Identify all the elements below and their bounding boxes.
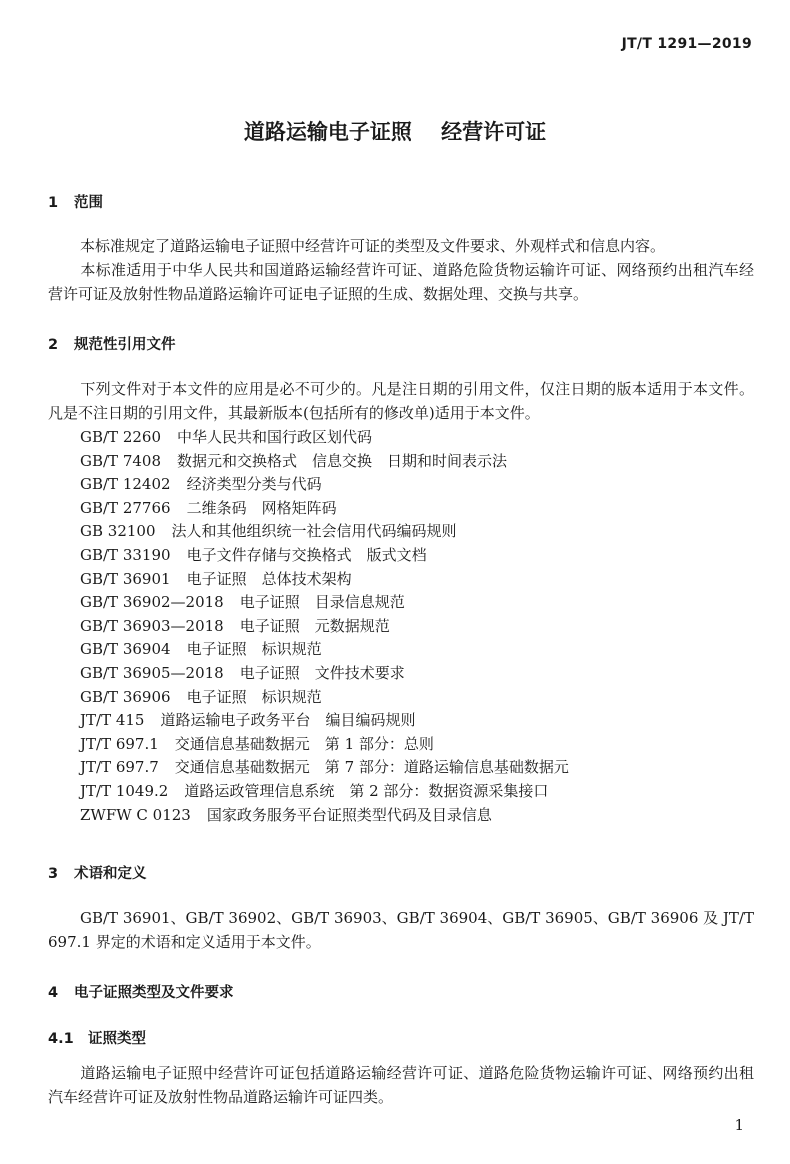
- section-4-number: 4: [48, 985, 59, 1001]
- section-2-intro-text: 下列文件对于本文件的应用是必不可少的。凡是注日期的引用文件，仅注日期的版本适用于本文件。凡是不注日期的引用文件，其最新版本(包括所有的修改单)适用于本文件。: [48, 380, 754, 422]
- reference-name: 经济类型分类与代码: [186, 475, 322, 494]
- reference-code: GB/T 36903—2018: [80, 616, 224, 635]
- document-title: 道路运输电子证照 经营许可证: [243, 120, 547, 144]
- reference-code: GB/T 2260: [80, 428, 162, 446]
- reference-item: [80, 497, 569, 521]
- reference-name: 国家政务服务平台证照类型代码及目录信息: [206, 805, 492, 824]
- reference-name: 电子证照 目录信息规范: [239, 593, 405, 612]
- reference-item: [80, 709, 569, 733]
- section-2-number: 2: [48, 337, 59, 353]
- reference-code: GB/T 36904: [80, 640, 171, 659]
- reference-item: [80, 544, 569, 568]
- reference-code: GB/T 36906: [80, 687, 171, 706]
- section-1-paragraph-2: [48, 258, 754, 306]
- reference-item: [80, 568, 569, 592]
- reference-item: [80, 638, 569, 662]
- section-4-1-heading: [48, 1027, 146, 1048]
- section-1-paragraph-1: [48, 234, 754, 258]
- reference-item: [80, 780, 569, 804]
- reference-code: JT/T 1049.2: [80, 781, 169, 800]
- section-4-1-title: 证照类型: [88, 1031, 146, 1047]
- reference-name: 交通信息基础数据元 第 1 部分：总则: [174, 734, 434, 753]
- reference-name: 道路运输电子政务平台 编目编码规则: [160, 711, 416, 730]
- section-3-paragraph: [48, 906, 754, 954]
- reference-code: ZWFW C 0123: [80, 805, 191, 824]
- page-number: 1: [734, 1116, 744, 1134]
- reference-code: GB/T 33190: [80, 545, 171, 564]
- section-4-heading: [48, 981, 234, 1002]
- standard-code: JT/T 1291—2019: [621, 36, 752, 52]
- reference-item: [80, 804, 569, 828]
- section-4-1-number: 4.1: [48, 1031, 74, 1047]
- section-3-paragraph-text: GB/T 36901、GB/T 36902、GB/T 36903、GB/T 36904、GB/T 36905、GB/T 36906 及 JT/T 697.1 界定的术语和定义适用于本文件。: [48, 909, 754, 951]
- reference-code: GB/T 7408: [80, 451, 162, 470]
- section-4-1-paragraph-text: 道路运输电子证照中经营许可证包括道路运输经营许可证、道路危险货物运输许可证、网络预约出租汽车经营许可证及放射性物品道路运输许可证四类。: [48, 1064, 754, 1106]
- reference-code: GB/T 12402: [80, 475, 171, 494]
- reference-name: 电子证照 标识规范: [186, 687, 322, 706]
- reference-name: 交通信息基础数据元 第 7 部分：道路运输信息基础数据元: [174, 758, 569, 777]
- section-3-number: 3: [48, 866, 59, 882]
- reference-name: 电子证照 文件技术要求: [239, 663, 405, 682]
- section-1-title: 范围: [74, 195, 103, 211]
- reference-code: GB/T 36902—2018: [80, 593, 224, 612]
- reference-code: JT/T 697.1: [80, 734, 159, 753]
- reference-name: 法人和其他组织统一社会信用代码编码规则: [171, 522, 457, 541]
- section-2-intro: [48, 377, 754, 425]
- reference-item: [80, 615, 569, 639]
- reference-item: [80, 473, 569, 497]
- reference-name: 电子证照 元数据规范: [239, 616, 390, 635]
- reference-code: JT/T 415: [80, 711, 145, 730]
- section-3-heading: [48, 862, 147, 883]
- reference-item: [80, 450, 569, 474]
- reference-code: GB 32100: [80, 522, 156, 541]
- reference-name: 电子证照 标识规范: [186, 640, 322, 659]
- section-4-1-paragraph: [48, 1061, 754, 1109]
- reference-item: [80, 591, 569, 615]
- reference-item: [80, 686, 569, 710]
- reference-name: 数据元和交换格式 信息交换 日期和时间表示法: [177, 451, 508, 470]
- section-2-title: 规范性引用文件: [74, 337, 176, 353]
- reference-code: JT/T 697.7: [80, 758, 159, 777]
- reference-item: [80, 426, 569, 450]
- reference-name: 二维条码 网格矩阵码: [186, 498, 337, 517]
- reference-name: 道路运政管理信息系统 第 2 部分：数据资源采集接口: [184, 781, 549, 800]
- reference-name: 电子证照 总体技术架构: [186, 569, 352, 588]
- section-1-paragraph-1-text: 本标准规定了道路运输电子证照中经营许可证的类型及文件要求、外观样式和信息内容。: [80, 237, 666, 255]
- section-2-heading: [48, 333, 176, 354]
- reference-list: [80, 426, 569, 827]
- reference-code: GB/T 36901: [80, 569, 171, 588]
- section-1-paragraph-2-text: 本标准适用于中华人民共和国道路运输经营许可证、道路危险货物运输许可证、网络预约出租汽车经营许可证及放射性物品道路运输许可证电子证照的生成、数据处理、交换与共享。: [48, 261, 754, 303]
- reference-name: 电子文件存储与交换格式 版式文档: [186, 545, 427, 564]
- reference-code: GB/T 27766: [80, 498, 171, 517]
- reference-item: [80, 662, 569, 686]
- reference-item: [80, 733, 569, 757]
- reference-item: [80, 756, 569, 780]
- section-4-title: 电子证照类型及文件要求: [74, 985, 234, 1001]
- reference-item: [80, 520, 569, 544]
- reference-code: GB/T 36905—2018: [80, 663, 224, 682]
- section-3-title: 术语和定义: [74, 866, 147, 882]
- section-1-number: 1: [48, 195, 59, 211]
- reference-name: 中华人民共和国行政区划代码: [177, 428, 373, 446]
- section-1-heading: [48, 191, 103, 212]
